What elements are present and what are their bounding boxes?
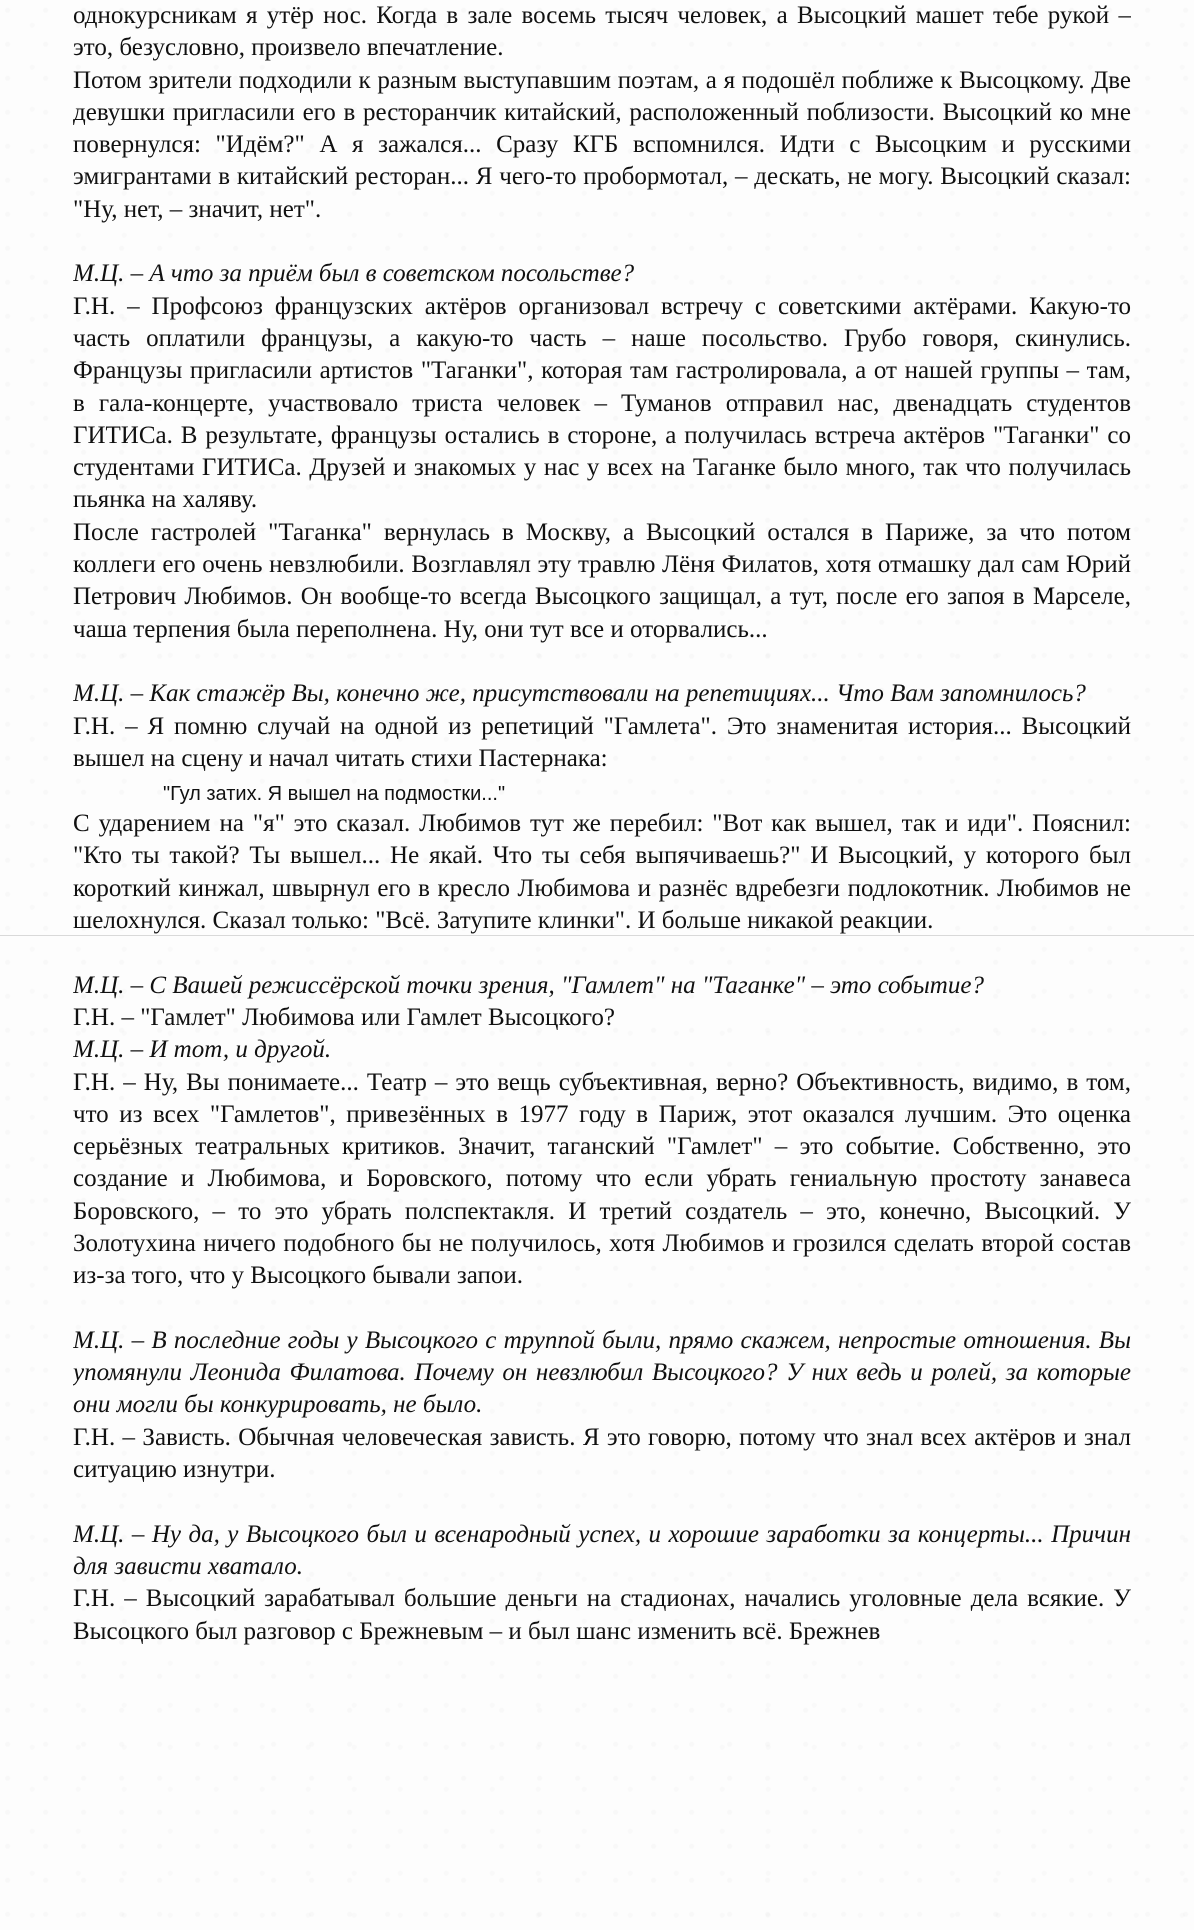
interview-answer: однокурсникам я утёр нос. Когда в зале восемь тысяч человек, а Высоцкий машет тебе рукой – это, безусловно, произвело впечатление. — [73, 2, 1131, 62]
interview-answer: С ударением на "я" это сказал. Любимов тут же перебил: "Вот как вышел, так и иди". Пояснил: "Кто ты такой? Ты вышел... Не якай. Что ты себя выпячиваешь?" И Высоцкий, у которого был короткий кинжал, швырнул его в кресло Любимова и разнёс вдребезги подлокотник. Любимов не шелохнулся. Сказал только: "Всё. Затупите клинки". И больше никакой реакции. — [73, 810, 1131, 935]
poem-quote: "Гул затих. Я вышел на подмостки..." — [163, 783, 506, 806]
interviewer-question: М.Ц. – А что за приём был в советском посольстве? — [73, 260, 635, 288]
interview-text-top — [73, 0, 1131, 775]
paragraph-gap — [73, 937, 1131, 969]
interviewer-question: М.Ц. – И тот, и другой. — [73, 1036, 332, 1064]
interviewer-question: М.Ц. – Как стажёр Вы, конечно же, присутствовали на репетициях... Что Вам запомнилось? — [73, 680, 1086, 708]
paragraph-gap — [73, 646, 1131, 678]
interviewer-question: М.Ц. – В последние годы у Высоцкого с труппой были, прямо скажем, непростые отношения. Вы упомянули Леонида Филатова. Почему он невзлюбил Высоцкого? У них ведь и ролей, за которые они могли бы конкурировать, не было. — [73, 1326, 1131, 1419]
interviewer-question: М.Ц. – Ну да, у Высоцкого был и всенародный успех, и хорошие заработки за концерты... Причин для зависти хватало. — [73, 1520, 1131, 1580]
interview-answer: Г.Н. – Ну, Вы понимаете... Театр – это вещь субъективная, верно? Объективность, видимо, в том, что из всех "Гамлетов", привезённых в 1977 году в Париж, этот оказался лучшим. Это оценка серьёзных театральных критиков. Значит, таганский "Гамлет" – это событие. Собственно, это создание и Любимова, и Боровского, потому что если убрать гениальную простоту занавеса Боровского, – то это убрать полспектакля. И третий создатель – это, конечно, Высоцкий. У Золотухина ничего подобного бы не получилось, хотя Любимов и грозился сделать второй состав из-за того, что у Высоцкого бывали запои. — [73, 1068, 1131, 1290]
interview-answer: Г.Н. – Зависть. Обычная человеческая зависть. Я это говорю, потому что знал всех актёров и знал ситуацию изнутри. — [73, 1423, 1131, 1484]
interview-answer: Потом зрители подходили к разным выступавшим поэтам, а я подошёл поближе к Высоцкому. Две девушки пригласили его в ресторанчик китайский, расположенный поблизости. Высоцкий ко мне повернулся: "Идём?" А я зажался... Сразу КГБ вспомнился. Идти с Высоцким и русскими эмигрантами в китайский ресторан... Я чего-то пробормотал, – дескать, не могу. Высоцкий сказал: "Ну, нет, – значит, нет". — [73, 66, 1131, 223]
paragraph-gap — [73, 1486, 1131, 1518]
interview-answer: Г.Н. – Профсоюз французских актёров организовал встречу с советскими актёрами. Какую-то часть оплатили французы, а какую-то часть – наше посольство. Грубо говоря, скинулись. Французы пригласили артистов "Таганки", которая там гастролировала, а от нашей группы – там, в гала-концерте, участвовало триста человек – Туманов отправил нас, двенадцать студентов ГИТИСа. В результате, французы остались в стороне, а получилась встреча актёров "Таганки" со студентами ГИТИСа. Друзей и знакомых у нас у всех на Таганке было много, так что получилась пьянка на халяву. — [73, 292, 1131, 514]
interview-answer: После гастролей "Таганка" вернулась в Москву, а Высоцкий остался в Париже, за что потом коллеги его очень невзлюбили. Возглавлял эту травлю Лёня Филатов, хотя отмашку дал сам Юрий Петрович Любимов. Он вообще-то всегда Высоцкого защищал, а тут, после его запоя в Марселе, чаша терпения была переполнена. Ну, они тут все и оторвались... — [73, 518, 1131, 643]
interviewer-question: М.Ц. – С Вашей режиссёрской точки зрения, "Гамлет" на "Таганке" – это событие? — [73, 971, 984, 999]
interview-answer: Г.Н. – "Гамлет" Любимова или Гамлет Высоцкого? — [73, 1003, 615, 1031]
interview-answer: Г.Н. – Я помню случай на одной из репетиций "Гамлета". Это знаменитая история... Высоцкий вышел на сцену и начал читать стихи Пастернака: — [73, 712, 1131, 772]
page-divider — [0, 935, 1194, 936]
paragraph-gap — [73, 226, 1131, 258]
interview-answer: Г.Н. – Высоцкий зарабатывал большие деньги на стадионах, начались уголовные дела всякие. У Высоцкого был разговор с Брежневым – и был шанс изменить всё. Брежнев — [73, 1585, 1131, 1645]
paragraph-gap — [73, 1293, 1131, 1325]
document-page — [73, 0, 1131, 1930]
